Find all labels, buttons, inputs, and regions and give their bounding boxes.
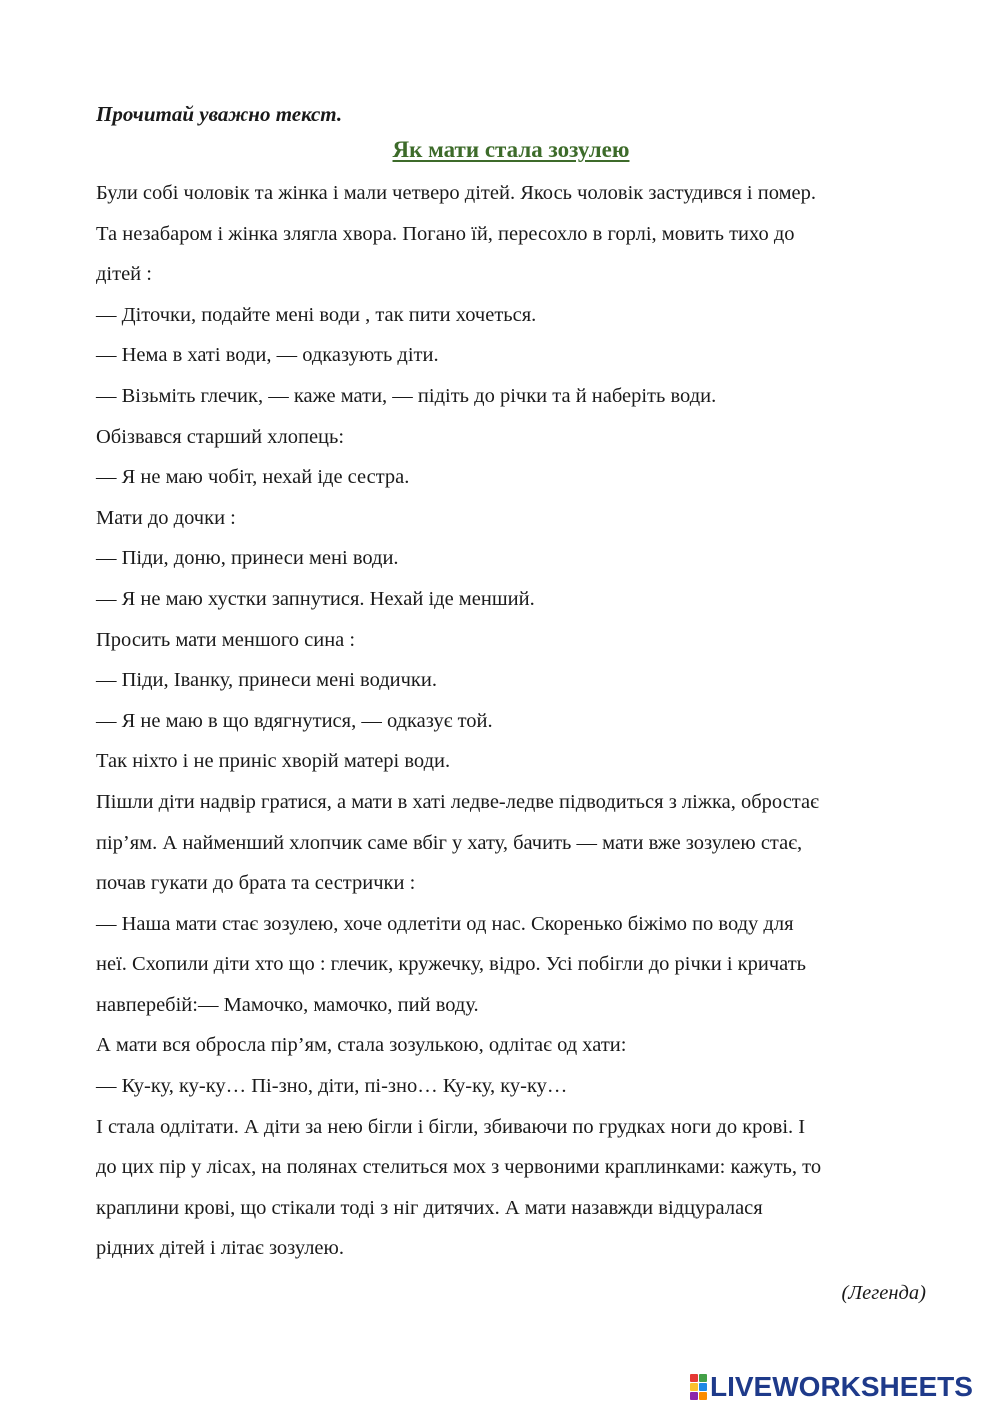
story-line: неї. Схопили діти хто що : глечик, кружечку, відро. Усі побігли до річки і кричать bbox=[96, 953, 807, 976]
story-line: І стала одлітати. А діти за нею бігли і бігли, збиваючи по грудках ноги до крові. І bbox=[96, 1115, 806, 1138]
instruction-text: Прочитай уважно текст. bbox=[96, 102, 343, 126]
story-line: Просить мати меншого сина : bbox=[96, 628, 356, 651]
story-line: пір’ям. А найменший хлопчик саме вбіг у хату, бачить ― мати вже зозулею стає, bbox=[96, 831, 803, 854]
story-line: ― Діточки, подайте мені води , так пити хочеться. bbox=[96, 303, 537, 326]
logo-square bbox=[690, 1374, 698, 1382]
story-line: Обізвався старший хлопець: bbox=[96, 425, 345, 448]
story-line: ― Візьміть глечик, ― каже мати, ― підіть до річки та й наберіть води. bbox=[96, 384, 717, 407]
logo-square bbox=[699, 1392, 707, 1400]
story-line: Так ніхто і не приніс хворій матері води. bbox=[96, 750, 451, 773]
story-line: ― Я не маю в що вдягнутися, ― одказує той. bbox=[96, 709, 493, 732]
story-line: до цих пір у лісах, на полянах стелиться мох з червоними краплинками: кажуть, то bbox=[96, 1156, 822, 1179]
story-title: Як мати стала зозулею bbox=[392, 137, 630, 162]
story-line: Були собі чоловік та жінка і мали четверо дітей. Якось чоловік застудився і помер. bbox=[96, 182, 817, 204]
story-line: дітей : bbox=[96, 263, 152, 286]
story-line: ― Піди, Іванку, принеси мені водички. bbox=[96, 669, 437, 692]
story-line: ― Ку-ку, ку-ку… Пі-зно, діти, пі-зно… Ку-ку, ку-ку… bbox=[96, 1075, 568, 1098]
worksheet-page bbox=[96, 100, 926, 1328]
story-line: ― Я не маю чобіт, нехай іде сестра. bbox=[96, 466, 410, 489]
story-line: краплини крові, що стікали тоді з ніг дитячих. А мати назавжди відцуралася bbox=[96, 1196, 763, 1219]
logo-square bbox=[699, 1383, 707, 1391]
story-body bbox=[96, 173, 926, 1269]
liveworksheets-logo bbox=[690, 1371, 973, 1402]
logo-square bbox=[690, 1392, 698, 1400]
story-line: Та незабаром і жінка злягла хвора. Погано їй, пересохло в горлі, мовить тихо до bbox=[96, 222, 795, 245]
logo-mark-icon bbox=[690, 1374, 707, 1400]
story-line: ― Піди, доню, принеси мені води. bbox=[96, 547, 399, 570]
story-line: ― Нема в хаті води, ― одказують діти. bbox=[96, 344, 439, 367]
story-line: навперебій:― Мамочко, мамочко, пий воду. bbox=[96, 993, 479, 1016]
story-line: Пішли діти надвір гратися, а мати в хаті ледве-ледве підводиться з ліжка, обростає bbox=[96, 790, 819, 813]
story-line: А мати вся обросла пір’ям, стала зозулькою, одлітає од хати: bbox=[96, 1034, 627, 1057]
story-line: ― Наша мати стає зозулею, хоче одлетіти од нас. Скоренько біжімо по воду для bbox=[96, 912, 794, 935]
story-line: Мати до дочки : bbox=[96, 506, 236, 529]
story-line: почав гукати до брата та сестрички : bbox=[96, 872, 416, 895]
story-line: ― Я не маю хустки запнутися. Нехай іде менший. bbox=[96, 587, 535, 610]
logo-square bbox=[690, 1383, 698, 1391]
logo-square bbox=[699, 1374, 707, 1382]
logo-text: LIVEWORKSHEETS bbox=[710, 1371, 973, 1402]
source-label: (Легенда) bbox=[841, 1282, 926, 1305]
story-line: рідних дітей і літає зозулею. bbox=[96, 1237, 344, 1260]
